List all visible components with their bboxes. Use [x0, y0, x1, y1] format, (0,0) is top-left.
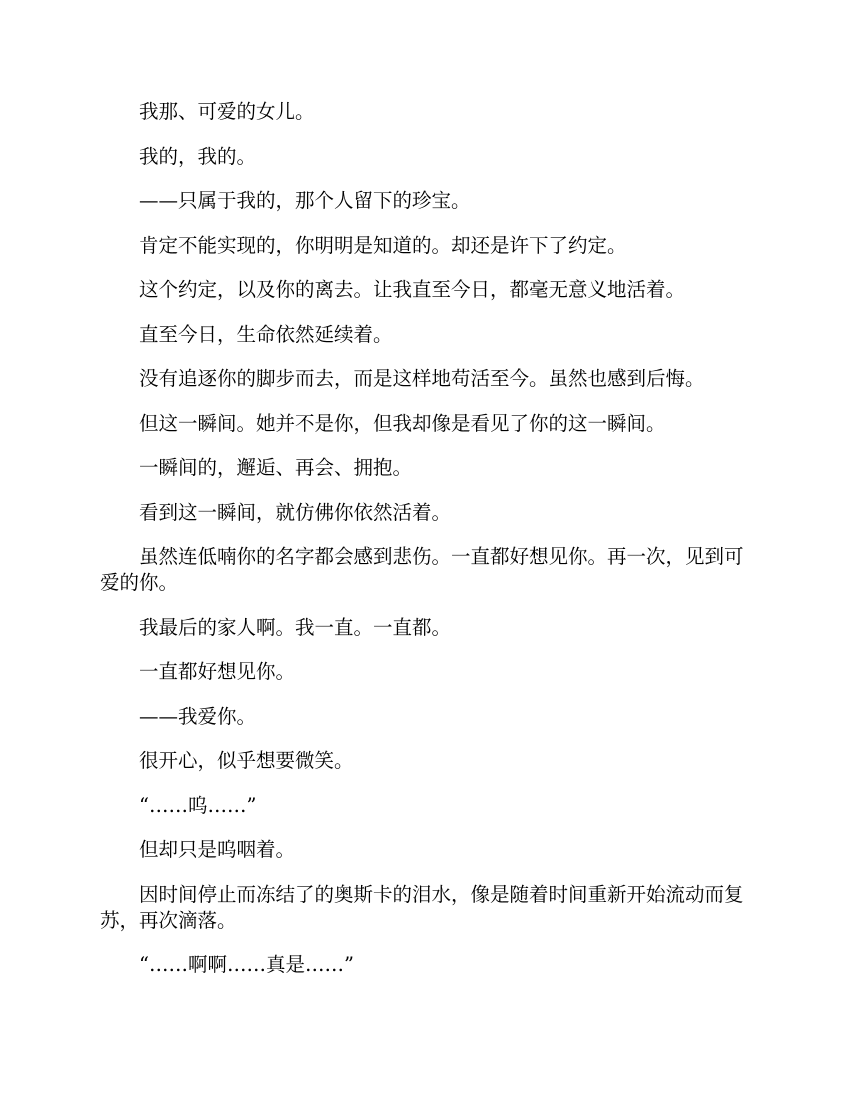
paragraph: 看到这一瞬间，就仿佛你依然活着。 [139, 500, 452, 524]
paragraph: ——只属于我的，那个人留下的珍宝。 [139, 189, 471, 212]
paragraph: 这个约定，以及你的离去。让我直至今日，都毫无意义地活着。 [139, 278, 686, 301]
paragraph: 肯定不能实现的，你明明是知道的。却还是许下了约定。 [139, 233, 627, 257]
paragraph: 但这一瞬间。她并不是你，但我却像是看见了你的这一瞬间。 [139, 411, 666, 435]
paragraph: 虽然连低喃你的名字都会感到悲伤。一直都好想见你。再一次，见到可爱的你。 [100, 545, 744, 594]
paragraph: 我的，我的。 [139, 144, 257, 168]
paragraph: 很开心，似乎想要微笑。 [139, 749, 354, 772]
paragraph: 我最后的家人啊。我一直。一直都。 [139, 615, 452, 639]
paragraph: 因时间停止而冻结了的奥斯卡的泪水，像是随着时间重新开始流动而复苏，再次滴落。 [100, 882, 744, 932]
paragraph: 但却只是呜咽着。 [139, 838, 296, 861]
paragraph: 一瞬间的，邂逅、再会、拥抱。 [139, 456, 413, 479]
paragraph: 一直都好想见你。 [139, 660, 296, 683]
paragraph: ——我爱你。 [139, 704, 257, 728]
paragraph: 我那、可爱的女儿。 [139, 100, 315, 123]
paragraph: 直至今日，生命依然延续着。 [139, 322, 393, 346]
document-body [100, 99, 750, 997]
paragraph: “……呜……” [139, 793, 257, 817]
paragraph: “……啊啊……真是……” [139, 953, 354, 976]
paragraph: 没有追逐你的脚步而去，而是这样地苟活至今。虽然也感到后悔。 [139, 367, 705, 390]
